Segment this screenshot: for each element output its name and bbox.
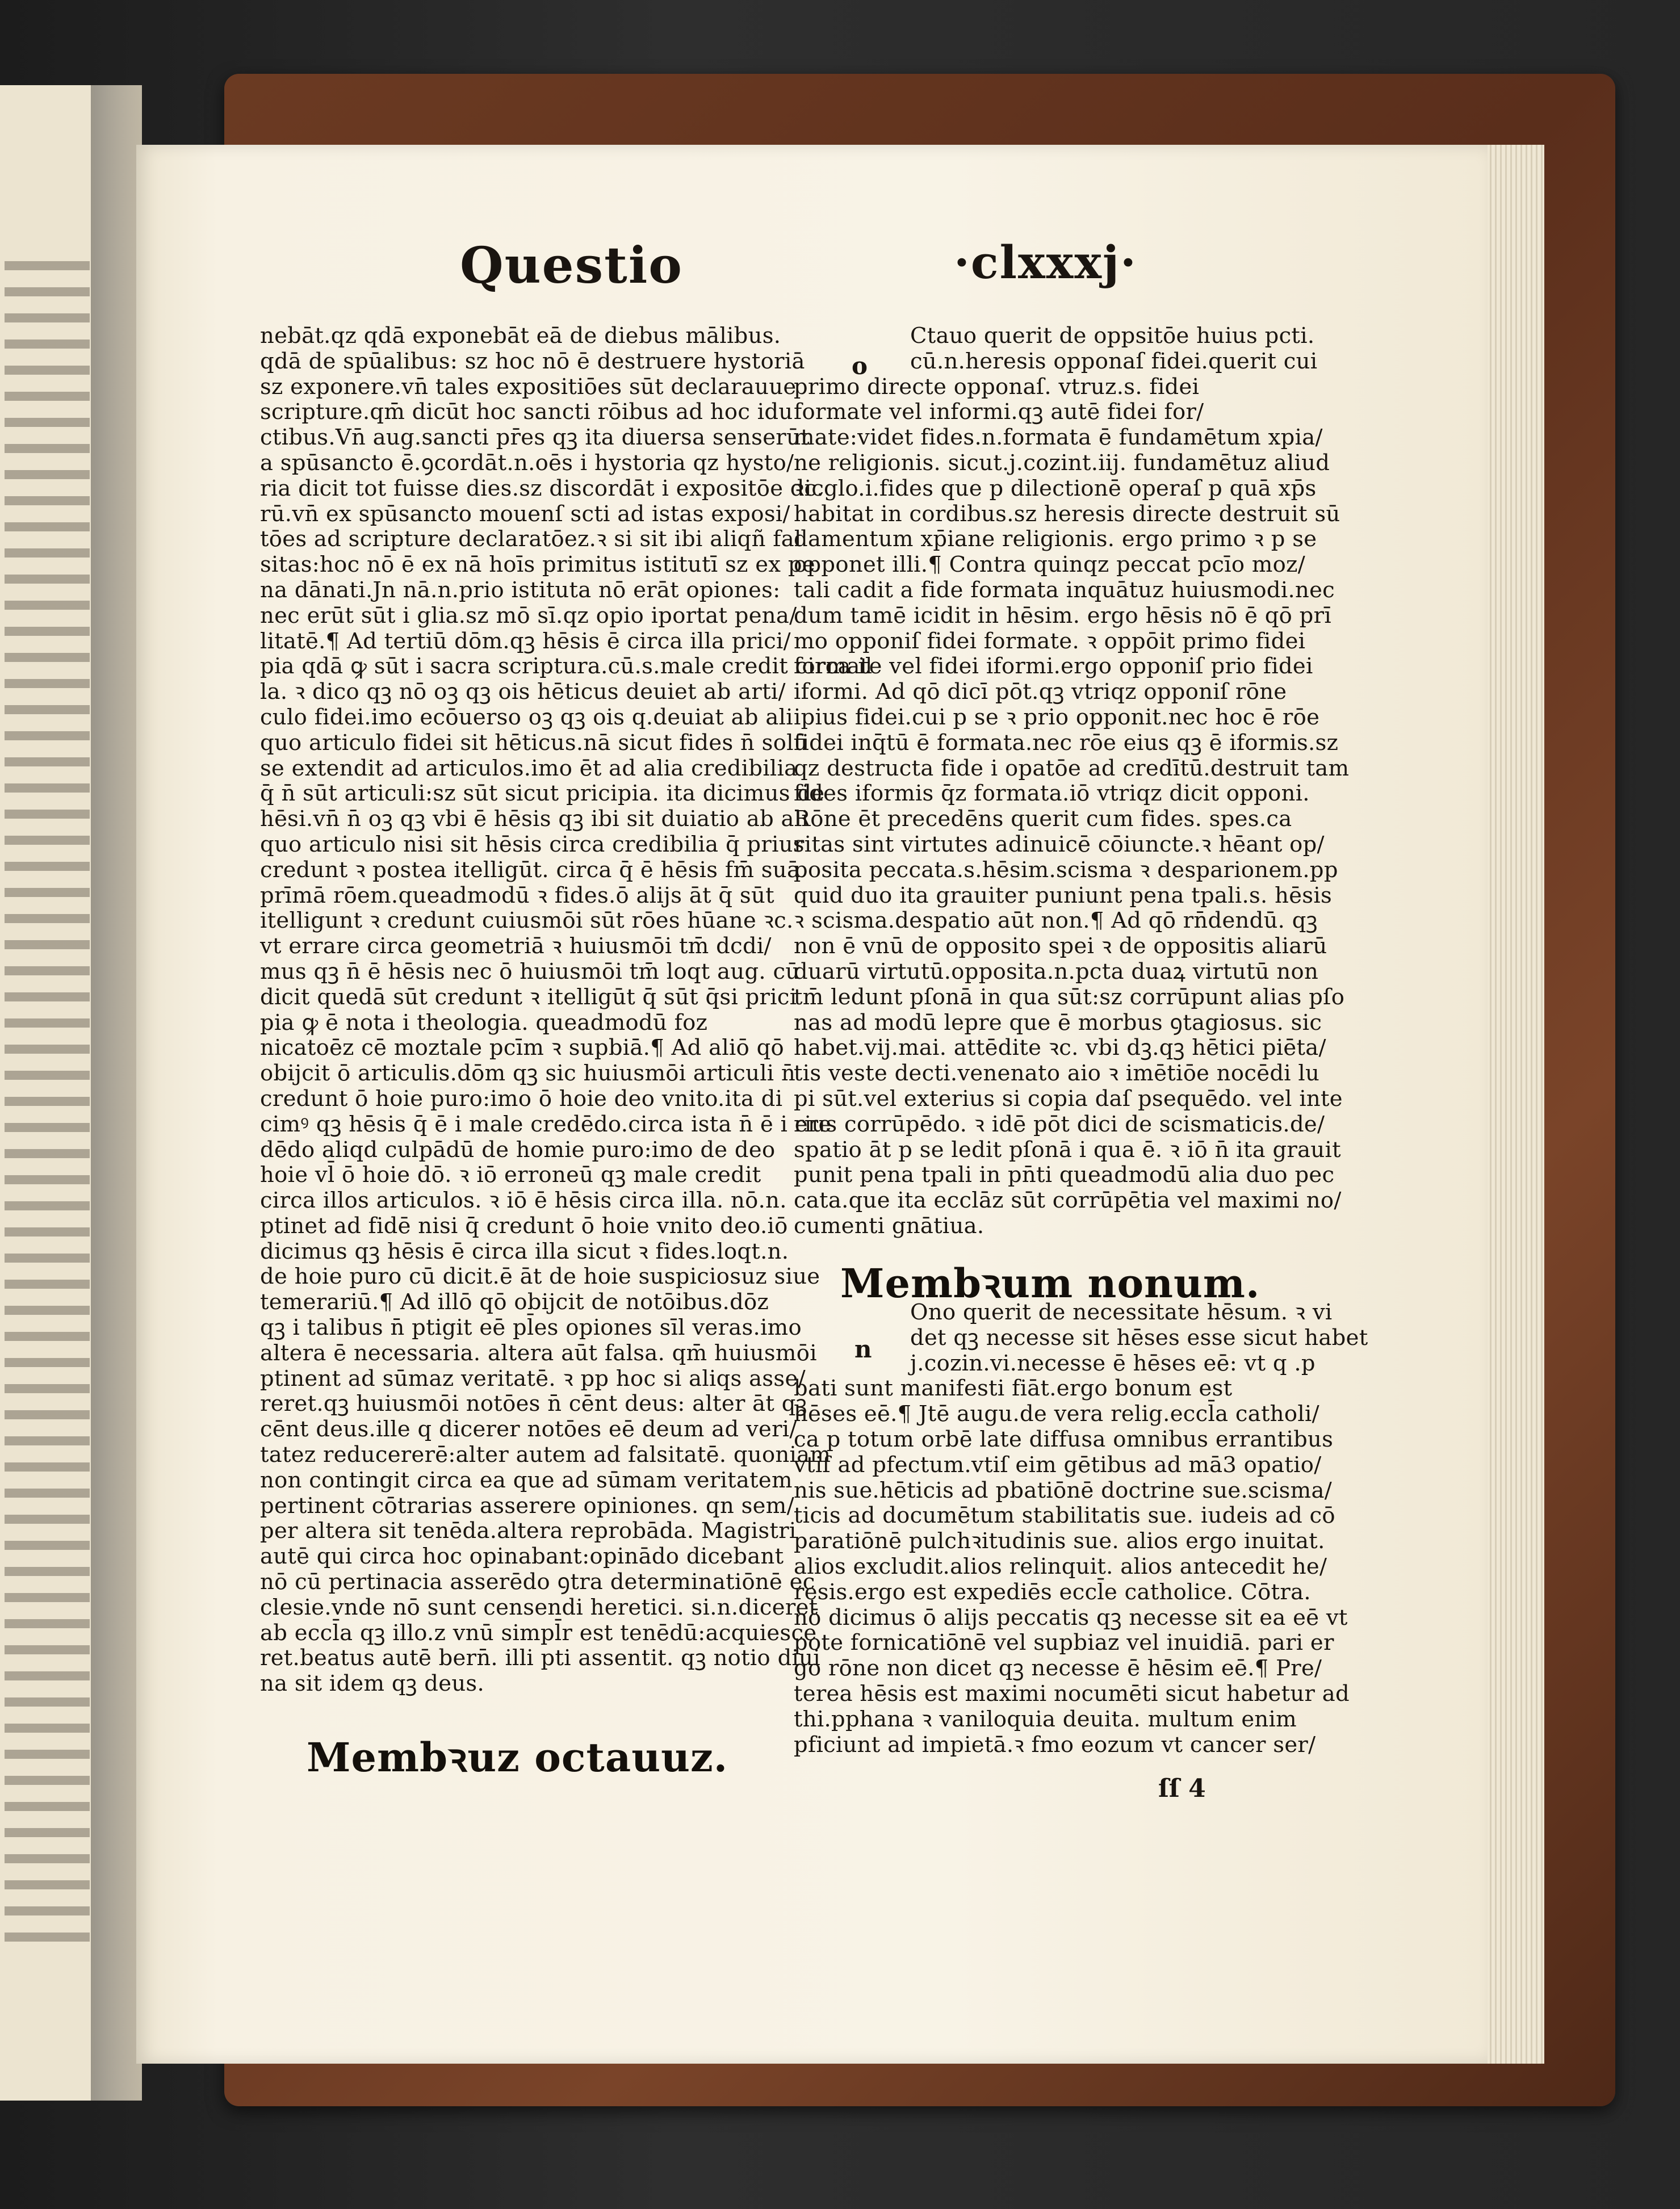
- left-column-line: itelligunt ꝛ credunt cuiusmōi sūt rōes hūane ꝛc.: [260, 908, 794, 934]
- section-heading-octauuz: Membꝛuz octauuz.: [307, 1734, 728, 1781]
- left-column-line: tōes ad scripture declaratōez.ꝛ si sit ibi aliqñ fal: [260, 526, 802, 552]
- right-column-line: non ē vnū de opposito spei ꝛ de oppositis aliarū: [794, 933, 1327, 959]
- right-column-continued-line: nō dicimus ō alijs peccatis qꝫ necesse sit ea eē vt: [794, 1604, 1348, 1630]
- right-column-line: qz destructa fide i opatōe ad credītū.destruit tam: [794, 755, 1350, 781]
- right-column-line: nas ad modū lepre que ē morbus ꝯtagiosus. sic: [794, 1009, 1322, 1036]
- right-column-line: Ctauo querit de oppsitōe huius pcti.: [910, 323, 1315, 349]
- section-heading-nonum: Membꝛum nonum.: [840, 1260, 1260, 1307]
- gutter-shadow: [91, 85, 142, 2101]
- left-column-line: mus qꝫ n̄ ē hēsis nec ō huiusmōi tm̄ loqt aug. cū: [260, 958, 800, 984]
- right-column-line: tis veste decti.venenato aio ꝛ imētiōe nocēdi lu: [794, 1061, 1320, 1087]
- left-column-line: pia ꝙ ē nota i theologia. queadmodū foz: [260, 1009, 708, 1036]
- left-column-line: scripture.qm̄ dicūt hoc sancti rōibus ad hoc idu: [260, 399, 793, 425]
- left-column-line: tatez reducererē:alter autem ad falsitatē. quoniam: [260, 1442, 831, 1468]
- left-column-line: quo articulo nisi sit hēsis circa credibilia q̄ prius: [260, 831, 805, 857]
- right-column-continued-line: Ono querit de necessitate hēsum. ꝛ vi: [910, 1300, 1333, 1325]
- right-column-line: iformi. Ad qō dicī pōt.qꝫ vtriqz opponiſ rōne: [794, 679, 1287, 705]
- right-column-line: punit pena tpali in pn̄ti queadmodū alia duo pec: [794, 1162, 1335, 1188]
- right-column-line: formate vel fidei iformi.ergo opponiſ prio fidei: [794, 653, 1313, 680]
- right-column-line: tali cadit a fide formata inquātuz huiusmodi.nec: [794, 577, 1335, 603]
- right-column-line: ipius fidei.cui p se ꝛ prio opponit.nec hoc ē rōe: [794, 704, 1320, 730]
- left-column-line: sz exponere.vn̄ tales expositiōes sūt declarauue: [260, 374, 797, 400]
- right-column-continued-line: vtiſ ad pfectum.vtiſ eim gētibus ad mā3 opatio/: [794, 1452, 1322, 1478]
- right-column-line: fidei inq̄tū ē formata.nec rōe eius qꝫ ē iformis.sz: [794, 730, 1339, 756]
- left-column-line: nec erūt sūt i glia.sz mō sī.qz opio iportat pena/: [260, 602, 797, 628]
- right-column-continued-line: ca p totum orbē late diffusa omnibus errantibus: [794, 1426, 1334, 1452]
- right-column-line: duarū virtutū.opposita.n.pcta duaꝝ virtutū non: [794, 958, 1319, 984]
- left-column-line: na sit idem qꝫ deus.: [260, 1671, 485, 1697]
- left-column-line: se extendit ad articulos.imo ēt ad alia credibilia: [260, 755, 798, 781]
- right-text-column-continued: [794, 1300, 1368, 1758]
- left-column-line: de hoie puro cū dicit.ē āt de hoie suspiciosuz siue: [260, 1264, 820, 1290]
- left-column-line: obijcit ō articulis.dōm qꝫ sic huiusmōi articuli n̄: [260, 1061, 796, 1087]
- left-column-line: cēnt deus.ille q dicerer notōes eē deum ad veri/: [260, 1416, 797, 1443]
- right-column-continued-line: j.cozin.vi.necesse ē hēses eē: vt q .p: [910, 1350, 1315, 1376]
- left-column-line: ptinet ad fidē nisi q̄ credunt ō hoie vnito deo.iō: [260, 1213, 788, 1239]
- left-column-line: vt errare circa geometriā ꝛ huiusmōi tm̄ dcdi/: [260, 933, 772, 959]
- right-column-line: habet.vij.mai. attēdite ꝛc. vbi dꝫ.qꝫ hētici piēta/: [794, 1035, 1326, 1061]
- left-column-line: hēsi.vn̄ n̄ oꝫ qꝫ vbi ē hēsis qꝫ ibi sit duiatio ab ali: [260, 806, 809, 832]
- left-column-line: circa illos articulos. ꝛ iō ē hēsis circa illa. nō.n.: [260, 1188, 787, 1214]
- right-column-line: damentum xp̄iane religionis. ergo primo ꝛ p se: [794, 526, 1317, 552]
- left-column-line: nō cū pertinacia asserēdo ꝯtra determinatiōnē ec: [260, 1569, 815, 1595]
- left-column-line: culo fidei.imo ecōuerso oꝫ qꝫ ois q.deuiat ab ali: [260, 704, 793, 730]
- left-column-line: non contingit circa ea que ad sūmam veritatem: [260, 1467, 793, 1493]
- right-column-continued-line: resis.ergo est expediēs eccl̄e catholice. Cōtra.: [794, 1579, 1311, 1605]
- left-column-line: nicatoēz cē moztale pcīm ꝛ supbiā.¶ Ad aliō qō: [260, 1035, 785, 1061]
- signature-mark: ſſ 4: [1158, 1774, 1206, 1803]
- left-column-line: pia qdā ꝙ sūt i sacra scriptura.cū.s.male credit circa il: [260, 653, 873, 680]
- right-column-line: dum tamē icidit in hēsim. ergo hēsis nō ē qō prī: [794, 602, 1331, 628]
- left-column-line: quo articulo fidei sit hēticus.nā sicut fides n̄ solū: [260, 730, 808, 756]
- left-column-line: na dānati.Jn nā.n.prio istituta nō erāt opiones:: [260, 577, 781, 603]
- right-column-continued-line: hēses eē.¶ Jtē augu.de vera relig.eccl̄a catholi/: [794, 1401, 1319, 1427]
- left-column-line: dēdo aliqd culpādū de homie puro:imo de deo: [260, 1137, 776, 1163]
- right-column-line: primo directe opponaſ. vtruz.s. fidei: [794, 374, 1200, 400]
- left-column-line: prīmā rōem.queadmodū ꝛ fides.ō alijs āt q̄ sūt: [260, 882, 774, 908]
- running-head-left: Questio: [460, 236, 683, 295]
- right-column-line: fides iformis q̄z formata.iō vtriqz dicit opponi.: [794, 781, 1310, 807]
- left-text-column: [260, 323, 873, 1697]
- right-column-line: posita peccata.s.hēsim.scisma ꝛ desparionem.pp: [794, 857, 1338, 883]
- left-column-line: temerariū.¶ Ad illō qō obijcit de notōibus.dōz: [260, 1289, 769, 1315]
- left-column-line: la. ꝛ dico qꝫ nō oꝫ qꝫ ois hēticus deuiet ab arti/: [260, 679, 786, 705]
- left-column-line: sitas:hoc nō ē ex nā hoīs primitus istitutī sz ex pe: [260, 552, 815, 578]
- right-column-continued-line: paratiōnē pulchꝛitudinis sue. alios ergo inuitat.: [794, 1528, 1325, 1554]
- left-column-line: qꝫ i talibus n̄ ptigit eē pl̄es opiones sīl veras.imo: [260, 1315, 802, 1341]
- right-column-line: ne religionis. sicut.j.cozint.iij. fundamētuz aliud: [794, 450, 1330, 476]
- right-column-line: spatio āt p se ledit pſonā i qua ē. ꝛ iō n̄ ita grauit: [794, 1137, 1341, 1163]
- left-column-line: dicimus qꝫ hēsis ē circa illa sicut ꝛ fides.loqt.n.: [260, 1238, 789, 1264]
- right-column-continued-line: go rōne non dicet qꝫ necesse ē hēsim eē.¶ Pre/: [794, 1655, 1322, 1682]
- left-facing-page: [0, 85, 94, 2101]
- left-column-line: ab eccl̄a qꝫ illo.z vnū simpl̄r est tenēdū:acquiesce: [260, 1620, 817, 1646]
- right-text-column: [794, 323, 1350, 1239]
- left-column-line: dicit quedā sūt credunt ꝛ itelligūt q̄ sūt q̄si prici: [260, 984, 797, 1010]
- right-column-continued-line: bati sunt manifesti fiāt.ergo bonum est: [794, 1376, 1233, 1402]
- right-column-line: Rōne ēt precedēns querit cum fides. spes.ca: [794, 806, 1292, 832]
- left-column-line: reret.qꝫ huiusmōi notōes n̄ cēnt deus: alter āt qꝫ: [260, 1391, 807, 1417]
- running-head-folio: ·clxxxj·: [954, 236, 1137, 289]
- left-column-line: ptinent ad sūmaz veritatē. ꝛ pp hoc si aliqs asse/: [260, 1365, 806, 1391]
- guide-letter-n: n: [854, 1335, 872, 1363]
- right-column-line: mate:videt fides.n.formata ē fundamētum xpia/: [794, 425, 1323, 451]
- left-column-line: pertinent cōtrarias asserere opiniones. qn sem/: [260, 1493, 794, 1519]
- right-column-line: formate vel informi.qꝫ autē fidei for/: [794, 399, 1204, 425]
- left-column-line: nebāt.qz qdā exponebāt eā de diebus mālibus.: [260, 323, 781, 349]
- right-column-continued-line: pficiunt ad impietā.ꝛ fmo eozum vt cancer ser/: [794, 1732, 1316, 1758]
- right-column-line: cumenti gnātiua.: [794, 1213, 984, 1239]
- left-column-line: rū.vn̄ ex spūsancto mouenſ scti ad istas exposi/: [260, 501, 790, 527]
- left-column-line: ria dicit tot fuisse dies.sz discordāt i expositōe dic: [260, 475, 824, 501]
- guide-letter-o: o: [852, 352, 868, 380]
- right-column-line: cū.n.heresis opponaſ fidei.querit cui: [910, 348, 1318, 374]
- left-column-line: q̄ n̄ sūt articuli:sz sūt sicut pricipia. ita dicimus de: [260, 781, 825, 807]
- right-column-line: mo opponiſ fidei formate. ꝛ oppōit primo fidei: [794, 628, 1306, 654]
- left-column-line: credunt ō hoie puro:imo ō hoie deo vnito.ita di: [260, 1085, 783, 1112]
- right-column-continued-line: pote fornicatiōnē vel supbiaz vel inuidiā. pari er: [794, 1630, 1334, 1656]
- left-column-line: credunt ꝛ postea itelligūt. circa q̄ ē hēsis fm̄ suā: [260, 857, 801, 883]
- left-column-line: clesie.vnde nō sunt censendi heretici. si.n.diceret: [260, 1594, 818, 1620]
- left-column-line: a spūsancto ē.ꝯcordāt.n.oēs i hystoria qz hysto/: [260, 450, 794, 476]
- right-column-line: habitat in cordibus.sz heresis directe destruit sū: [794, 501, 1340, 527]
- left-column-line: qdā de spūalibus: sz hoc nō ē destruere hystoriā: [260, 348, 805, 374]
- right-column-continued-line: ticis ad documētum stabilitatis sue. iudeis ad cō: [794, 1503, 1335, 1529]
- right-column-line: quid duo ita grauiter puniunt pena tpali.s. hēsis: [794, 882, 1333, 908]
- right-column-line: ꝛ scisma.despatio aūt non.¶ Ad qō rn̄dendū. qꝫ: [794, 908, 1318, 934]
- right-column-line: pi sūt.vel exterius si copia daſ psequēdo. vel inte: [794, 1085, 1343, 1112]
- left-column-line: altera ē necessaria. altera aūt falsa. qm̄ huiusmōi: [260, 1340, 817, 1366]
- right-column-line: rius corrūpēdo. ꝛ idē pōt dici de scismaticis.de/: [794, 1111, 1325, 1137]
- right-column-line: opponet illi.¶ Contra quinqz peccat pcīo moz/: [794, 552, 1305, 578]
- right-column-continued-line: terea hēsis est maximi nocumēti sicut habetur ad: [794, 1680, 1350, 1707]
- right-column-line: ꝛc.glo.i.fides que p dilectionē operaſ p quā xp̄s: [794, 475, 1317, 501]
- left-column-line: cimꝰ qꝫ hēsis q̄ ē i male credēdo.circa ista n̄ ē i ere: [260, 1111, 832, 1137]
- right-column-line: tm̄ ledunt pſonā in qua sūt:sz corrūpunt alias pſo: [794, 984, 1345, 1010]
- left-column-line: per altera sit tenēda.altera reprobāda. Magistri: [260, 1518, 797, 1544]
- right-column-line: ritas sint virtutes adinuicē cōiuncte.ꝛ hēant op/: [794, 831, 1325, 857]
- right-column-continued-line: alios excludit.alios relinquit. alios antecedit he/: [794, 1553, 1327, 1579]
- right-column-continued-line: thi.pphana ꝛ vaniloquia deuita. multum enim: [794, 1706, 1297, 1732]
- left-column-line: hoie vl̄ ō hoie dō. ꝛ iō erroneū qꝫ male credit: [260, 1162, 761, 1188]
- left-column-line: autē qui circa hoc opinabant:opinādo dicebant: [260, 1544, 784, 1570]
- left-column-line: ret.beatus autē bern̄. illi pti assentit. qꝫ notio diui: [260, 1645, 820, 1671]
- left-column-line: litatē.¶ Ad tertiū dōm.qꝫ hēsis ē circa illa prici/: [260, 628, 791, 654]
- left-page-text-fragment: [5, 244, 90, 1947]
- left-column-line: ctibus.Vn̄ aug.sancti pr̄es qꝫ ita diuersa senserūt: [260, 425, 810, 451]
- right-column-line: cata.que ita ecclāz sūt corrūpētia vel maximi no/: [794, 1188, 1342, 1214]
- right-column-continued-line: nis sue.hēticis ad pbatiōnē doctrine sue.scisma/: [794, 1477, 1332, 1503]
- right-column-continued-line: det qꝫ necesse sit hēses esse sicut habet: [910, 1324, 1368, 1351]
